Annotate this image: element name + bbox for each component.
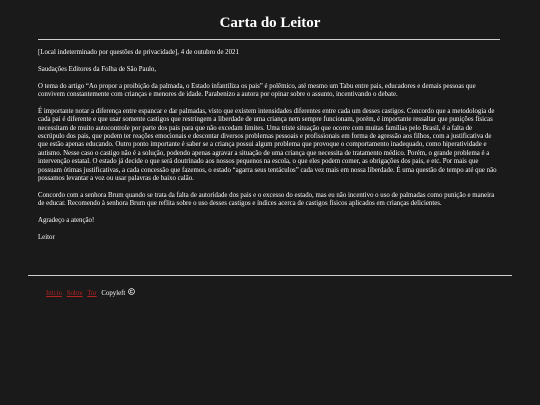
thanks-line: Agradeço a atenção!: [38, 217, 95, 225]
footer: [46, 288, 135, 298]
location-date: [Local indeterminado por questões de privacidade], 4 de outubro de 2021: [38, 49, 239, 56]
copyleft-icon: [128, 288, 135, 298]
paragraph-2: É importante notar a diferença entre espancar e dar palmadas, visto que existem intensidades diferentes entre cada um desses castigos. Concordo que a metodologia de cada pai é diferente e que usar somente castigos que restringem a liberdade de uma criança nem sempre funcionam, porém, é importante ressaltar que punições físicas necessitam de muito autocontrole por parte dos pais para que não excedam limites. Uma triste situação que ocorre com muitas famílias pelo Brasil, é a falta de escrúpulo dos pais, que podem ter reações emocionais e descontar diversos problemas pessoais e profissionais em forma de agressão aos filhos, com a justificativa de que estão apenas educando. Outro ponto importante é saber se a criança possui algum problema que provoque o comportamento inadequado, como hiperatividade e autismo. Nesse caso o castigo não é a solução, podendo apenas agravar a situação de uma criança que necessita de tratamento médico. Porém, o grande problema é a intervenção estatal. O estado já decide o que será doutrinado aos nossos pequenos na escola, o que eles podem comer, as obrigações dos pais, e etc. Por mais que possuam ótimas justificativas, a cada concessão que fazemos, o estado “agarra seus tentáculos” cada vez mais em nossa liberdade. É uma questão de tempo até que não possamos levantar a voz ou usar palavras de baixo calão.: [38, 107, 497, 183]
footer-link-inicio[interactable]: Início: [46, 290, 62, 297]
paragraph-3: Concordo com a senhora Brum quando se trata da falta de autoridade dos pais e o excesso do estado, mas eu não incentivo o uso de palmadas como punição e maneira de educar. Recomendo à senhora Brum que reflita sobre o uso desses castigos e índices acerca de castigos físicos aplicados em crianças delicientes.: [38, 191, 495, 208]
footer-link-tor[interactable]: Tor: [87, 290, 97, 297]
copyleft-label: Copyleft: [101, 290, 126, 297]
bottom-divider: [28, 275, 512, 276]
letter-body: [38, 49, 500, 251]
signature: Leitor: [38, 233, 55, 241]
footer-link-sobre[interactable]: Sobre: [66, 290, 83, 297]
greeting: Saudações Editores da Folha de São Paulo,: [38, 65, 157, 73]
top-divider: [38, 39, 500, 40]
paragraph-1: O tema do artigo “Ao propor a proibição da palmada, o Estado infantiliza os pais” é polêmico, até mesmo um Tabu entre pais, educadores e demais pessoas que convivem constantemente com crianças e menores de idade. Parabenizo a autora por opinar sobre o assunto, incentivando o debate.: [38, 82, 476, 98]
page-title: Carta do Leitor: [219, 15, 321, 31]
